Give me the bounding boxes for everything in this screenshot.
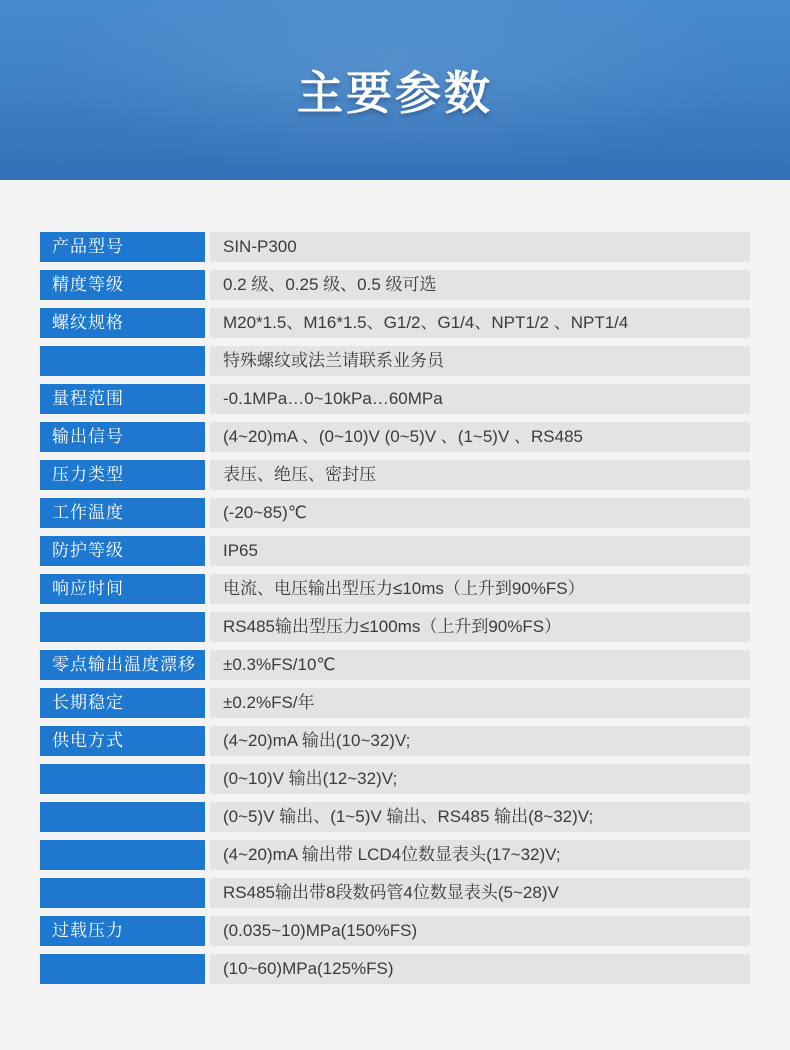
row-label [40, 840, 205, 870]
row-value: SIN-P300 [210, 232, 750, 262]
row-label [40, 346, 205, 376]
row-value: 特殊螺纹或法兰请联系业务员 [210, 346, 750, 376]
row-label: 螺纹规格 [40, 308, 205, 338]
row-value: (4~20)mA 输出(10~32)V; [210, 726, 750, 756]
row-label: 精度等级 [40, 270, 205, 300]
table-row [40, 460, 750, 490]
row-label [40, 954, 205, 984]
table-row [40, 536, 750, 566]
table-row [40, 650, 750, 680]
row-value: -0.1MPa…0~10kPa…60MPa [210, 384, 750, 414]
row-label: 输出信号 [40, 422, 205, 452]
row-label [40, 878, 205, 908]
table-row [40, 498, 750, 528]
table-row [40, 574, 750, 604]
table-row [40, 954, 750, 984]
table-row [40, 384, 750, 414]
row-label: 长期稳定 [40, 688, 205, 718]
row-value: RS485输出型压力≤100ms（上升到90%FS） [210, 612, 750, 642]
row-value: (-20~85)℃ [210, 498, 750, 528]
table-row [40, 726, 750, 756]
row-value: (0~10)V 输出(12~32)V; [210, 764, 750, 794]
table-row [40, 612, 750, 642]
table-row [40, 764, 750, 794]
row-label: 防护等级 [40, 536, 205, 566]
table-row [40, 688, 750, 718]
table-row [40, 916, 750, 946]
row-label [40, 764, 205, 794]
row-label [40, 802, 205, 832]
table-row [40, 802, 750, 832]
row-value: (4~20)mA 输出带 LCD4位数显表头(17~32)V; [210, 840, 750, 870]
row-label: 产品型号 [40, 232, 205, 262]
row-label: 工作温度 [40, 498, 205, 528]
row-value: (4~20)mA 、(0~10)V (0~5)V 、(1~5)V 、RS485 [210, 422, 750, 452]
table-row [40, 346, 750, 376]
row-value: (0.035~10)MPa(150%FS) [210, 916, 750, 946]
row-value: 表压、绝压、密封压 [210, 460, 750, 490]
table-row [40, 232, 750, 262]
row-label [40, 612, 205, 642]
table-row [40, 270, 750, 300]
row-value: (10~60)MPa(125%FS) [210, 954, 750, 984]
table-row [40, 422, 750, 452]
spec-table [40, 232, 750, 984]
row-label: 响应时间 [40, 574, 205, 604]
row-value: IP65 [210, 536, 750, 566]
row-value: RS485输出带8段数码管4位数显表头(5~28)V [210, 878, 750, 908]
table-row [40, 878, 750, 908]
row-label: 供电方式 [40, 726, 205, 756]
row-value: (0~5)V 输出、(1~5)V 输出、RS485 输出(8~32)V; [210, 802, 750, 832]
row-value: ±0.3%FS/10℃ [210, 650, 750, 680]
table-row [40, 308, 750, 338]
row-label: 零点输出温度漂移 [40, 650, 205, 680]
banner [0, 0, 790, 180]
row-label: 量程范围 [40, 384, 205, 414]
row-value: 电流、电压输出型压力≤10ms（上升到90%FS） [210, 574, 750, 604]
row-value: 0.2 级、0.25 级、0.5 级可选 [210, 270, 750, 300]
row-value: ±0.2%FS/年 [210, 688, 750, 718]
row-value: M20*1.5、M16*1.5、G1/2、G1/4、NPT1/2 、NPT1/4 [210, 308, 750, 338]
page-title: 主要参数 [297, 67, 493, 119]
row-label: 过载压力 [40, 916, 205, 946]
table-row [40, 840, 750, 870]
row-label: 压力类型 [40, 460, 205, 490]
